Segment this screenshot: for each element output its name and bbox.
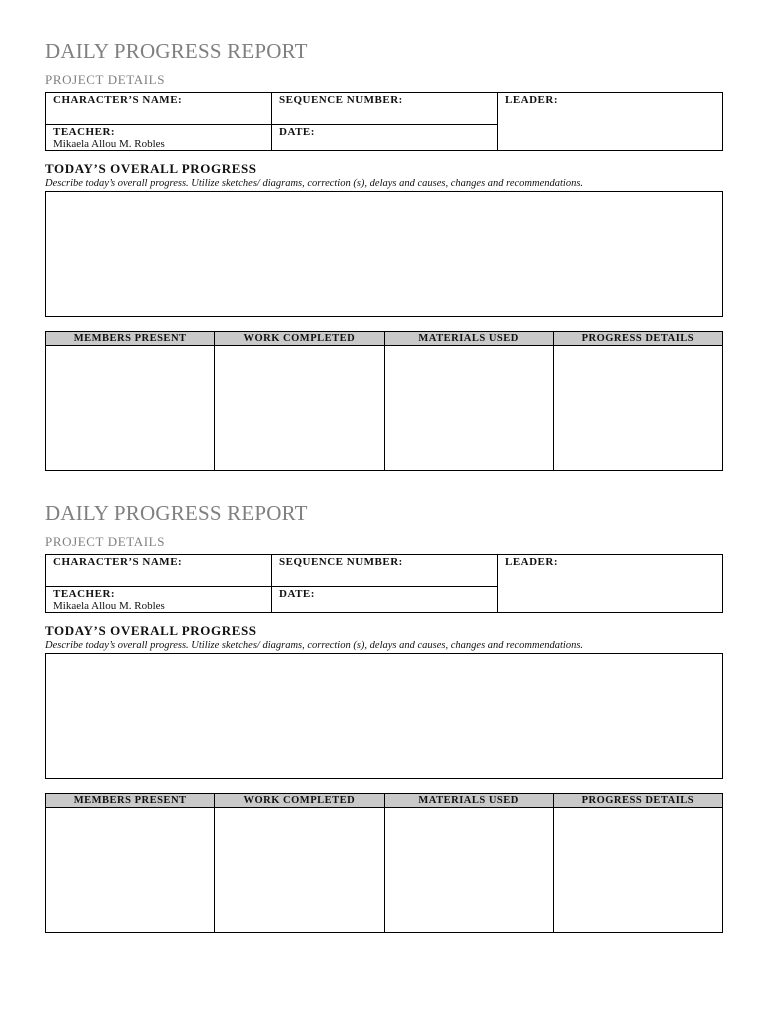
sequence-number-label: SEQUENCE NUMBER: <box>279 94 403 106</box>
project-details-table <box>45 92 723 151</box>
character-name-field[interactable] <box>46 555 272 587</box>
materials-used-header: MATERIALS USED <box>385 332 554 345</box>
progress-details-cell[interactable] <box>554 346 722 470</box>
leader-field[interactable] <box>498 555 722 612</box>
materials-used-cell[interactable] <box>385 346 554 470</box>
project-details-heading: PROJECT DETAILS <box>45 72 166 87</box>
teacher-label: TEACHER: <box>53 126 116 138</box>
work-completed-cell[interactable] <box>215 808 384 932</box>
progress-details-header: PROGRESS DETAILS <box>581 333 695 344</box>
leader-label: LEADER: <box>505 94 559 106</box>
teacher-value: Mikaela Allou M. Robles <box>53 138 165 150</box>
date-field[interactable] <box>272 587 498 612</box>
overall-progress-description: Describe today’s overall progress. Utilize sketches/ diagrams, correction (s), delays and causes, changes and recommendations. <box>45 178 584 189</box>
members-present-cell[interactable] <box>46 346 215 470</box>
work-table-header-row <box>46 794 722 808</box>
date-label: DATE: <box>279 588 315 600</box>
materials-used-cell[interactable] <box>385 808 554 932</box>
date-label: DATE: <box>279 126 315 138</box>
members-present-header: MEMBERS PRESENT <box>46 794 215 807</box>
work-summary-table <box>45 331 723 471</box>
members-present-header: MEMBERS PRESENT <box>46 332 215 345</box>
leader-label: LEADER: <box>505 556 559 568</box>
work-table-body-row <box>46 346 722 470</box>
daily-progress-report-1 <box>45 38 723 471</box>
leader-field[interactable] <box>498 93 722 150</box>
overall-progress-heading: TODAY’S OVERALL PROGRESS <box>45 161 257 176</box>
sequence-number-field[interactable] <box>272 93 498 125</box>
daily-progress-report-2 <box>45 500 723 933</box>
work-table-body-row <box>46 808 722 932</box>
report-title: DAILY PROGRESS REPORT <box>45 39 308 63</box>
work-summary-table <box>45 793 723 933</box>
materials-used-header: MATERIALS USED <box>385 794 554 807</box>
work-table-header-row <box>46 332 722 346</box>
character-name-field[interactable] <box>46 93 272 125</box>
work-completed-header: WORK COMPLETED <box>215 794 384 807</box>
project-details-heading: PROJECT DETAILS <box>45 534 166 549</box>
overall-progress-heading: TODAY’S OVERALL PROGRESS <box>45 623 257 638</box>
teacher-value: Mikaela Allou M. Robles <box>53 600 165 612</box>
members-present-cell[interactable] <box>46 808 215 932</box>
report-title: DAILY PROGRESS REPORT <box>45 501 308 525</box>
project-details-table <box>45 554 723 613</box>
sequence-number-field[interactable] <box>272 555 498 587</box>
character-name-label: CHARACTER’S NAME: <box>53 556 183 568</box>
teacher-label: TEACHER: <box>53 588 116 600</box>
work-completed-cell[interactable] <box>215 346 384 470</box>
character-name-label: CHARACTER’S NAME: <box>53 94 183 106</box>
progress-details-header: PROGRESS DETAILS <box>581 795 695 806</box>
date-field[interactable] <box>272 125 498 150</box>
sequence-number-label: SEQUENCE NUMBER: <box>279 556 403 568</box>
work-completed-header: WORK COMPLETED <box>215 332 384 345</box>
overall-progress-box[interactable] <box>45 653 723 779</box>
overall-progress-description: Describe today’s overall progress. Utilize sketches/ diagrams, correction (s), delays and causes, changes and recommendations. <box>45 640 584 651</box>
teacher-field[interactable] <box>46 587 272 612</box>
progress-details-cell[interactable] <box>554 808 722 932</box>
teacher-field[interactable] <box>46 125 272 150</box>
overall-progress-box[interactable] <box>45 191 723 317</box>
